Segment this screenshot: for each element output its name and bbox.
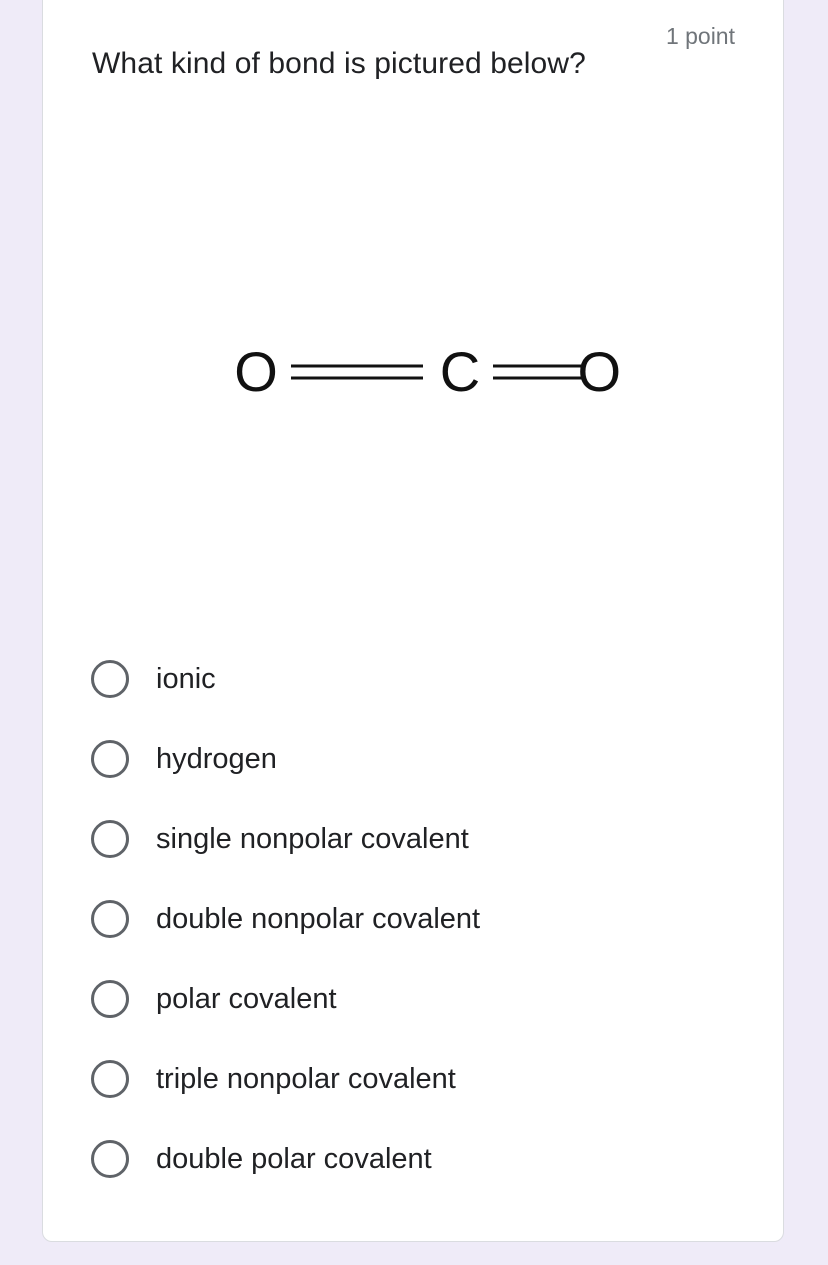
molecule-image — [223, 329, 623, 429]
option-label: hydrogen — [156, 742, 277, 775]
question-title: What kind of bond is pictured below? — [92, 47, 586, 80]
atom-oxygen-right: O — [577, 340, 621, 403]
answer-options — [91, 641, 731, 1201]
option-label: polar covalent — [156, 982, 337, 1015]
option-double-nonpolar-covalent[interactable] — [91, 881, 731, 961]
radio-button[interactable] — [91, 980, 129, 1018]
radio-button[interactable] — [91, 820, 129, 858]
radio-button[interactable] — [91, 660, 129, 698]
option-double-polar-covalent[interactable] — [91, 1121, 731, 1201]
radio-button[interactable] — [91, 740, 129, 778]
option-label: ionic — [156, 662, 216, 695]
points-label: 1 point — [665, 23, 735, 49]
option-polar-covalent[interactable] — [91, 961, 731, 1041]
option-label: triple nonpolar covalent — [156, 1062, 456, 1095]
option-ionic[interactable] — [91, 641, 731, 721]
radio-button[interactable] — [91, 900, 129, 938]
radio-button[interactable] — [91, 1060, 129, 1098]
option-label: double nonpolar covalent — [156, 902, 481, 935]
atom-oxygen-left: O — [234, 340, 278, 403]
option-label: double polar covalent — [156, 1142, 432, 1175]
option-label: single nonpolar covalent — [156, 822, 469, 855]
option-single-nonpolar-covalent[interactable] — [91, 801, 731, 881]
question-card — [42, 0, 784, 1242]
atom-carbon: C — [439, 340, 481, 403]
radio-button[interactable] — [91, 1140, 129, 1178]
option-triple-nonpolar-covalent[interactable] — [91, 1041, 731, 1121]
option-hydrogen[interactable] — [91, 721, 731, 801]
